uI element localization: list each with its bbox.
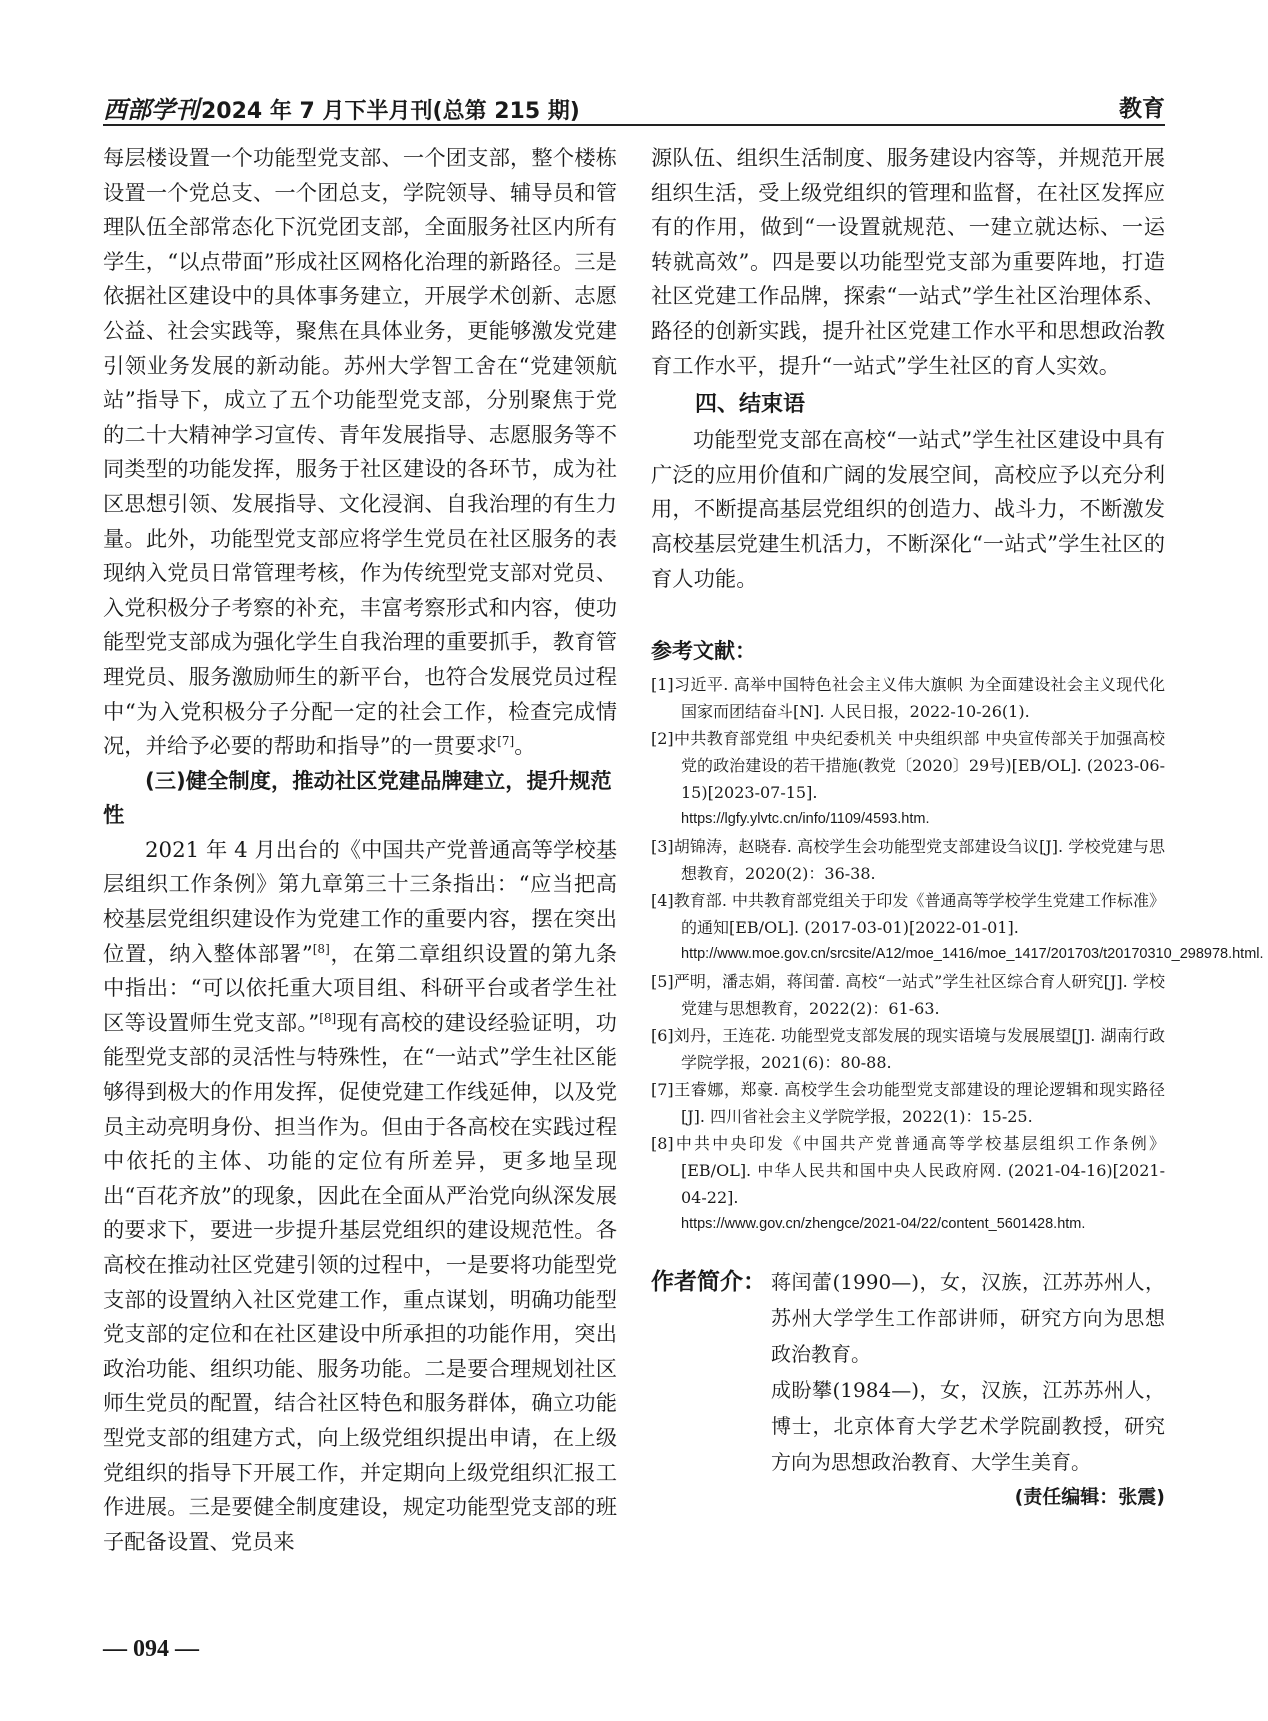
section-label: 教育 [1119,96,1165,122]
reference-item: [4]教育部. 中共教育部党组关于印发《普通高等学校学生党建工作标准》的通知[EB/OL]. (2017-03-01)[2022-01-01]. http://www.moe.gov.cn/srcsite/A12/moe_1416/moe_1417/201703/t20170310_298978.html. [651,887,1165,968]
paragraph-2 [103,834,617,1560]
page-header [103,84,1165,126]
reference-item: [1]习近平. 高举中国特色社会主义伟大旗帜 为全面建设社会主义现代化国家而团结奋斗[N]. 人民日报，2022-10-26(1). [651,675,1165,722]
reference-item: [7]王睿娜，郑豪. 高校学生会功能型党支部建设的理论逻辑和现实路径[J]. 四川省社会主义学院学报，2022(1)：15-25. [651,1080,1165,1127]
author-bio [651,1264,1165,1514]
paragraph-2-part-c: 现有高校的建设经验证明，功能型党支部的灵活性与特殊性，在“一站式”学生社区能够得到极大的作用发挥，促使党建工作线延伸，以及党员主动亮明身份、担当作为。但由于各高校在实践过程中依托的主体、功能的定位有所差异，更多地呈现出“百花齐放”的现象，因此在全面从严治党向纵深发展的要求下，要进一步提升基层党组织的建设规范性。各高校在推动社区党建引领的过程中，一是要将功能型党支部的设置纳入社区党建工作，重点谋划，明确功能型党支部的定位和在社区建设中所承担的功能作用，突出政治功能、组织功能、服务功能。二是要合理规划社区师生党员的配置，结合社区特色和服务群体，确立功能型党支部的组建方式，向上级党组织提出申请，在上级党组织的指导下开展工作，并定期向上级党组织汇报工作进展。三是要健全制度建设，规定功能型党支部的班子配备设置、党员来 [103,1010,617,1555]
references-list [651,671,1264,1238]
reference-url: https://www.gov.cn/zhengce/2021-04/22/content_5601428.htm. [681,1216,1086,1233]
paragraph-1-text: 每层楼设置一个功能型党支部、一个团支部，整个楼栋设置一个党总支、一个团总支，学院领导、辅导员和管理队伍全部常态化下沉党团支部，全面服务社区内所有学生，“以点带面”形成社区网格化治理的新路径。三是依据社区建设中的具体事务建立，开展学术创新、志愿公益、社会实践等，聚焦在具体业务，更能够激发党建引领业务发展的新动能。苏州大学智工舍在“党建领航站”指导下，成立了五个功能型党支部，分别聚焦于党的二十大精神学习宣传、青年发展指导、志愿服务等不同类型的功能发挥，服务于社区建设的各环节，成为社区思想引领、发展指导、文化浸润、自我治理的有生力量。此外，功能型党支部应将学生党员在社区服务的表现纳入党员日常管理考核，作为传统型党支部对党员、入党积极分子考察的补充，丰富考察形式和内容，使功能型党支部成为强化学生自我治理的重要抓手，教育管理党员、服务激励师生的新平台，也符合发展党员过程中“为入党积极分子分配一定的社会工作，检查完成情况，并给予必要的帮助和指导”的一贯要求 [103,146,617,760]
author-bio-label: 作者简介： [651,1269,766,1296]
responsible-editor: (责任编辑：张震) [1014,1486,1165,1509]
citation-7: [7] [497,734,515,748]
reference-item: [8]中共中央印发《中国共产党普通高等学校基层组织工作条例》[EB/OL]. 中华人民共和国中央人民政府网. (2021-04-16)[2021-04-22]. https://www.gov.cn/zhengce/2021-04/22/content_5601428.htm. [651,1130,1165,1238]
journal-logo: 西部学刊 [103,95,199,124]
reference-item: [6]刘丹，王连花. 功能型党支部发展的现实语境与发展展望[J]. 湖南行政学院学报，2021(6)：80-88. [651,1026,1165,1073]
subheading-3: (三)健全制度，推动社区党建品牌建立，提升规范性 [103,768,612,829]
paragraph-1 [103,142,617,765]
issue-info: 2024 年 7 月下半月刊(总第 215 期) [201,99,580,124]
citation-8b: [8] [319,1010,337,1025]
references-title: 参考文献： [651,639,756,664]
citation-8a: [8] [312,941,330,956]
reference-url: https://lgfy.ylvtc.cn/info/1109/4593.htm. [681,811,930,828]
author-bio-body [771,1264,1165,1480]
page-number: — 094 — [103,1636,199,1662]
paragraph-4: 功能型党支部在高校“一站式”学生社区建设中具有广泛的应用价值和广阔的发展空间，高校应予以充分利用，不断提高基层党组织的创造力、战斗力，不断激发高校基层党建生机活力，不断深化“一站式”学生社区的育人功能。 [651,428,1165,592]
left-column [103,142,617,1560]
paragraph-2-part-a: 2021 年 4 月出台的《中国共产党普通高等学校基层组织工作条例》第九章第三十三条指出：“应当把高校基层党组织建设作为党建工作的重要内容，摆在突出位置，纳入整体部署” [103,837,617,967]
paragraph-2-part-b: ，在第二章组织设置的第九条中指出：“可以依托重大项目组、科研平台或者学生社区等设置师生党支部。” [103,941,617,1036]
reference-item: [3]胡锦涛，赵晓春. 高校学生会功能型党支部建设刍议[J]. 学校党建与思想教育，2020(2)：36-38. [651,837,1165,884]
reference-url: http://www.moe.gov.cn/srcsite/A12/moe_1416/moe_1417/201703/t20170310_298978.html. [681,946,1264,963]
journal-issue-line [103,90,580,125]
section-heading-4: 四、结束语 [695,392,806,418]
reference-item: [5]严明，潘志娟，蒋闰蕾. 高校“一站式”学生社区综合育人研究[J]. 学校党建与思想教育，2022(2)：61-63. [651,972,1165,1019]
author-2-bio: 成盼攀(1984—)，女，汉族，江苏苏州人，博士，北京体育大学艺术学院副教授，研究方向为思想政治教育、大学生美育。 [771,1378,1165,1475]
author-1-bio: 蒋闰蕾(1990—)，女，汉族，江苏苏州人，苏州大学学生工作部讲师，研究方向为思想政治教育。 [771,1270,1165,1367]
right-column [651,142,1264,1514]
paragraph-3: 源队伍、组织生活制度、服务建设内容等，并规范开展组织生活，受上级党组织的管理和监督，在社区发挥应有的作用，做到“一设置就规范、一建立就达标、一运转就高效”。四是要以功能型党支部为重要阵地，打造社区党建工作品牌，探索“一站式”学生社区治理体系、路径的创新实践，提升社区党建工作水平和思想政治教育工作水平，提升“一站式”学生社区的育人实效。 [651,146,1165,379]
paragraph-1-end: 。 [514,734,536,760]
reference-item: [2]中共教育部党组 中央纪委机关 中央组织部 中央宣传部关于加强高校党的政治建设的若干措施(教党〔2020〕29号)[EB/OL]. (2023-06-15)[2023-07-15]. https://lgfy.ylvtc.cn/info/1109/4593.htm. [651,725,1165,833]
